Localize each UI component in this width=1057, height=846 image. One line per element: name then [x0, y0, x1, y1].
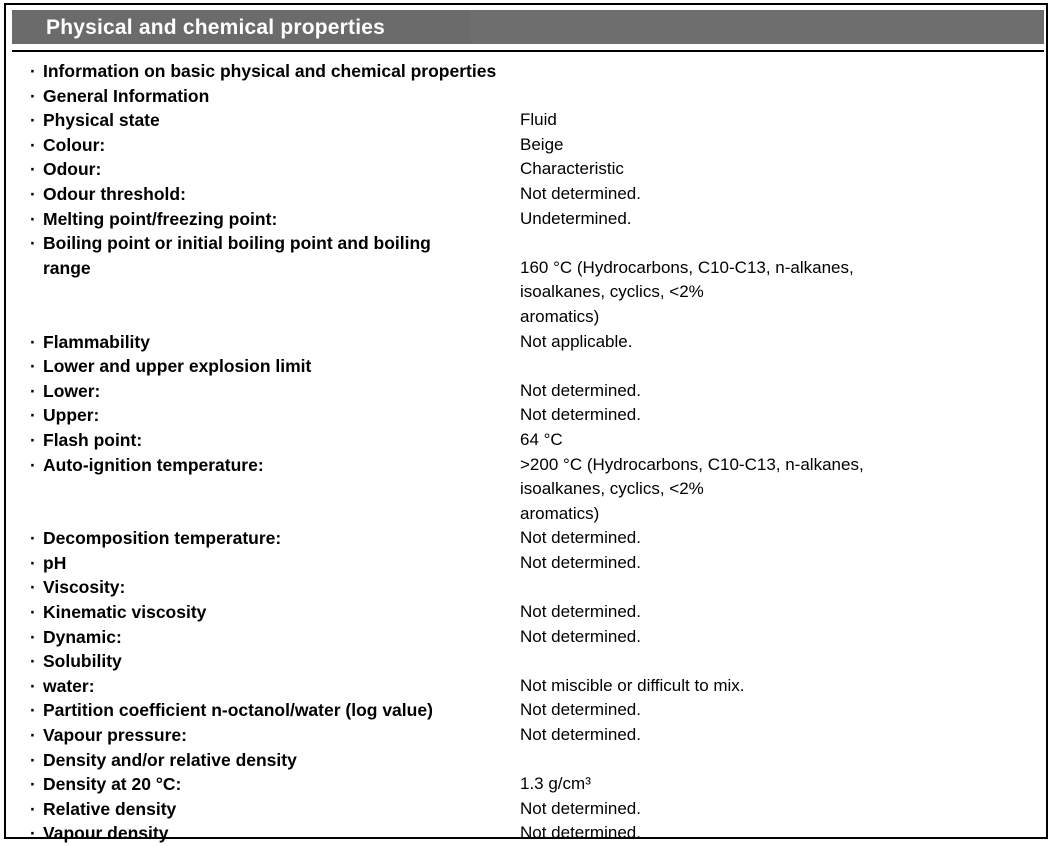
property-label-text: Lower: — [43, 380, 101, 401]
property-value — [519, 797, 1040, 822]
property-row — [12, 207, 1040, 232]
property-label — [12, 231, 519, 280]
property-value — [519, 551, 1040, 576]
property-label — [12, 330, 519, 355]
bullet-icon: · — [30, 602, 36, 623]
property-row — [12, 157, 1040, 182]
property-value-line: aromatics) — [520, 306, 600, 326]
property-value — [519, 379, 1040, 404]
property-value-text: Not determined. — [520, 798, 641, 818]
bullet-icon: · — [30, 626, 36, 647]
property-value — [519, 674, 1040, 699]
property-label-text: Relative density — [43, 798, 177, 819]
property-label — [12, 526, 519, 551]
bullet-icon: · — [30, 725, 36, 746]
property-value-line: isoalkanes, cyclics, <2% — [520, 479, 704, 499]
bullet-icon: · — [30, 233, 36, 254]
property-value — [519, 698, 1040, 723]
property-row — [12, 379, 1040, 404]
bullet-icon: · — [30, 577, 36, 598]
bullet-icon: · — [30, 675, 36, 696]
property-label — [12, 821, 519, 846]
property-label-text: Lower and upper explosion limit — [43, 356, 312, 377]
property-row — [12, 772, 1040, 797]
property-value-text: Not determined. — [520, 626, 641, 646]
value-spacer — [520, 231, 1040, 256]
property-label-text: Density at 20 °C: — [43, 774, 182, 795]
property-value — [519, 403, 1040, 428]
bullet-icon: · — [30, 85, 36, 106]
property-label — [12, 600, 519, 625]
property-label — [12, 772, 519, 797]
property-row — [12, 575, 1040, 600]
property-row — [12, 108, 1040, 133]
property-label-text: Flash point: — [43, 429, 143, 450]
property-label — [12, 748, 519, 773]
property-row — [12, 698, 1040, 723]
property-value-text: Not determined. — [520, 405, 641, 425]
property-row — [12, 674, 1040, 699]
property-row — [12, 821, 1040, 846]
property-value-text: Characteristic — [520, 159, 624, 179]
property-label-text: water: — [43, 675, 95, 696]
property-value — [519, 108, 1040, 133]
bullet-icon: · — [30, 749, 36, 770]
property-value — [519, 453, 1040, 527]
property-label-text: Boiling point or initial boiling point and boiling — [43, 233, 431, 254]
property-value — [519, 772, 1040, 797]
properties-list — [12, 55, 1040, 844]
property-label-continuation: range — [43, 257, 91, 278]
property-value-text: Not determined. — [520, 700, 641, 720]
bullet-icon: · — [30, 159, 36, 180]
property-label-text: pH — [43, 552, 67, 573]
table-frame — [4, 3, 1048, 844]
bullet-icon: · — [30, 429, 36, 450]
property-label — [12, 551, 519, 576]
property-label-text: Kinematic viscosity — [43, 602, 207, 623]
property-label — [12, 625, 519, 650]
property-value-text: Not determined. — [520, 183, 641, 203]
property-label — [12, 354, 519, 379]
property-value-text: 1.3 g/cm³ — [520, 774, 591, 794]
property-label — [12, 453, 519, 478]
property-label-text: Odour threshold: — [43, 183, 186, 204]
property-label — [12, 723, 519, 748]
header-divider — [12, 50, 1044, 52]
property-row — [12, 84, 1040, 109]
property-label — [12, 84, 519, 109]
property-value-text: Not determined. — [520, 552, 641, 572]
property-label — [12, 698, 519, 723]
property-row — [12, 453, 1040, 527]
bullet-icon: · — [30, 356, 36, 377]
bullet-icon: · — [30, 208, 36, 229]
property-label — [12, 428, 519, 453]
property-row — [12, 133, 1040, 158]
property-row — [12, 59, 1040, 84]
page-title: Physical and chemical properties — [46, 16, 386, 39]
bullet-icon: · — [30, 331, 36, 352]
property-label-text: Colour: — [43, 134, 106, 155]
property-value-text: Not determined. — [520, 725, 641, 745]
property-value — [519, 330, 1040, 355]
property-row — [12, 403, 1040, 428]
property-label-text: Information on basic physical and chemical properties — [43, 61, 497, 81]
property-label — [12, 182, 519, 207]
property-value-text: Not determined. — [520, 823, 641, 843]
property-label — [12, 157, 519, 182]
property-label-text: Odour: — [43, 159, 102, 180]
property-row — [12, 526, 1040, 551]
property-value — [519, 182, 1040, 207]
property-label-text: General Information — [43, 85, 210, 106]
property-row — [12, 797, 1040, 822]
property-value — [519, 231, 1040, 329]
property-row — [12, 354, 1040, 379]
property-label — [12, 797, 519, 822]
property-row — [12, 748, 1040, 773]
bullet-icon: · — [30, 110, 36, 131]
property-label-text: Melting point/freezing point: — [43, 208, 278, 229]
property-value-line: isoalkanes, cyclics, <2% — [520, 282, 704, 302]
property-value — [519, 723, 1040, 748]
property-label-text: Solubility — [43, 651, 122, 672]
property-value — [519, 207, 1040, 232]
property-value — [519, 625, 1040, 650]
bullet-icon: · — [30, 700, 36, 721]
bullet-icon: · — [30, 134, 36, 155]
property-label-text: Dynamic: — [43, 626, 122, 647]
bullet-icon: · — [30, 823, 36, 844]
property-value-text: 64 °C — [520, 429, 563, 449]
property-value — [519, 821, 1040, 846]
bullet-icon: · — [30, 528, 36, 549]
property-label — [12, 379, 519, 404]
property-row — [12, 428, 1040, 453]
property-row — [12, 625, 1040, 650]
property-label — [12, 133, 519, 158]
bullet-icon: · — [30, 651, 36, 672]
property-value — [519, 526, 1040, 551]
property-value-text: Not determined. — [520, 528, 641, 548]
property-label — [12, 649, 519, 674]
property-value-line: aromatics) — [520, 503, 600, 523]
property-value — [519, 157, 1040, 182]
property-label-text: Vapour pressure: — [43, 725, 187, 746]
property-row — [12, 231, 1040, 329]
property-label-text: Decomposition temperature: — [43, 528, 282, 549]
bullet-icon: · — [30, 183, 36, 204]
bullet-icon: · — [30, 61, 36, 81]
property-label — [12, 674, 519, 699]
property-label — [12, 59, 519, 84]
property-value-text: Fluid — [520, 110, 557, 130]
property-value — [519, 133, 1040, 158]
property-value-text: Beige — [520, 134, 564, 154]
property-label-text: Partition coefficient n-octanol/water (log value) — [43, 700, 433, 721]
property-value-line: >200 °C (Hydrocarbons, C10-C13, n-alkanes, — [520, 454, 864, 474]
property-row — [12, 551, 1040, 576]
property-row — [12, 330, 1040, 355]
property-label-text: Flammability — [43, 331, 150, 352]
property-label — [12, 575, 519, 600]
bullet-icon: · — [30, 552, 36, 573]
property-value-text: Not determined. — [520, 380, 641, 400]
property-value — [519, 428, 1040, 453]
property-value-text: Not determined. — [520, 602, 641, 622]
property-label-text: Upper: — [43, 405, 100, 426]
property-label-text: Physical state — [43, 110, 160, 131]
property-label — [12, 207, 519, 232]
property-value-text: Undetermined. — [520, 208, 632, 228]
bullet-icon: · — [30, 798, 36, 819]
bullet-icon: · — [30, 454, 36, 475]
bullet-icon: · — [30, 774, 36, 795]
property-value-line: 160 °C (Hydrocarbons, C10-C13, n-alkanes, — [520, 257, 854, 277]
property-value — [519, 600, 1040, 625]
property-row — [12, 182, 1040, 207]
property-label — [12, 403, 519, 428]
bullet-icon: · — [30, 405, 36, 426]
property-label — [12, 108, 519, 133]
property-label-text: Density and/or relative density — [43, 749, 297, 770]
property-value-text: Not applicable. — [520, 331, 633, 351]
property-row — [12, 649, 1040, 674]
property-label-text: Auto-ignition temperature: — [43, 454, 264, 475]
section-header — [12, 10, 1044, 44]
property-label-text: Vapour density — [43, 823, 169, 844]
property-row — [12, 600, 1040, 625]
property-label-text: Viscosity: — [43, 577, 126, 598]
bullet-icon: · — [30, 380, 36, 401]
property-value-text: Not miscible or difficult to mix. — [520, 675, 745, 695]
property-row — [12, 723, 1040, 748]
